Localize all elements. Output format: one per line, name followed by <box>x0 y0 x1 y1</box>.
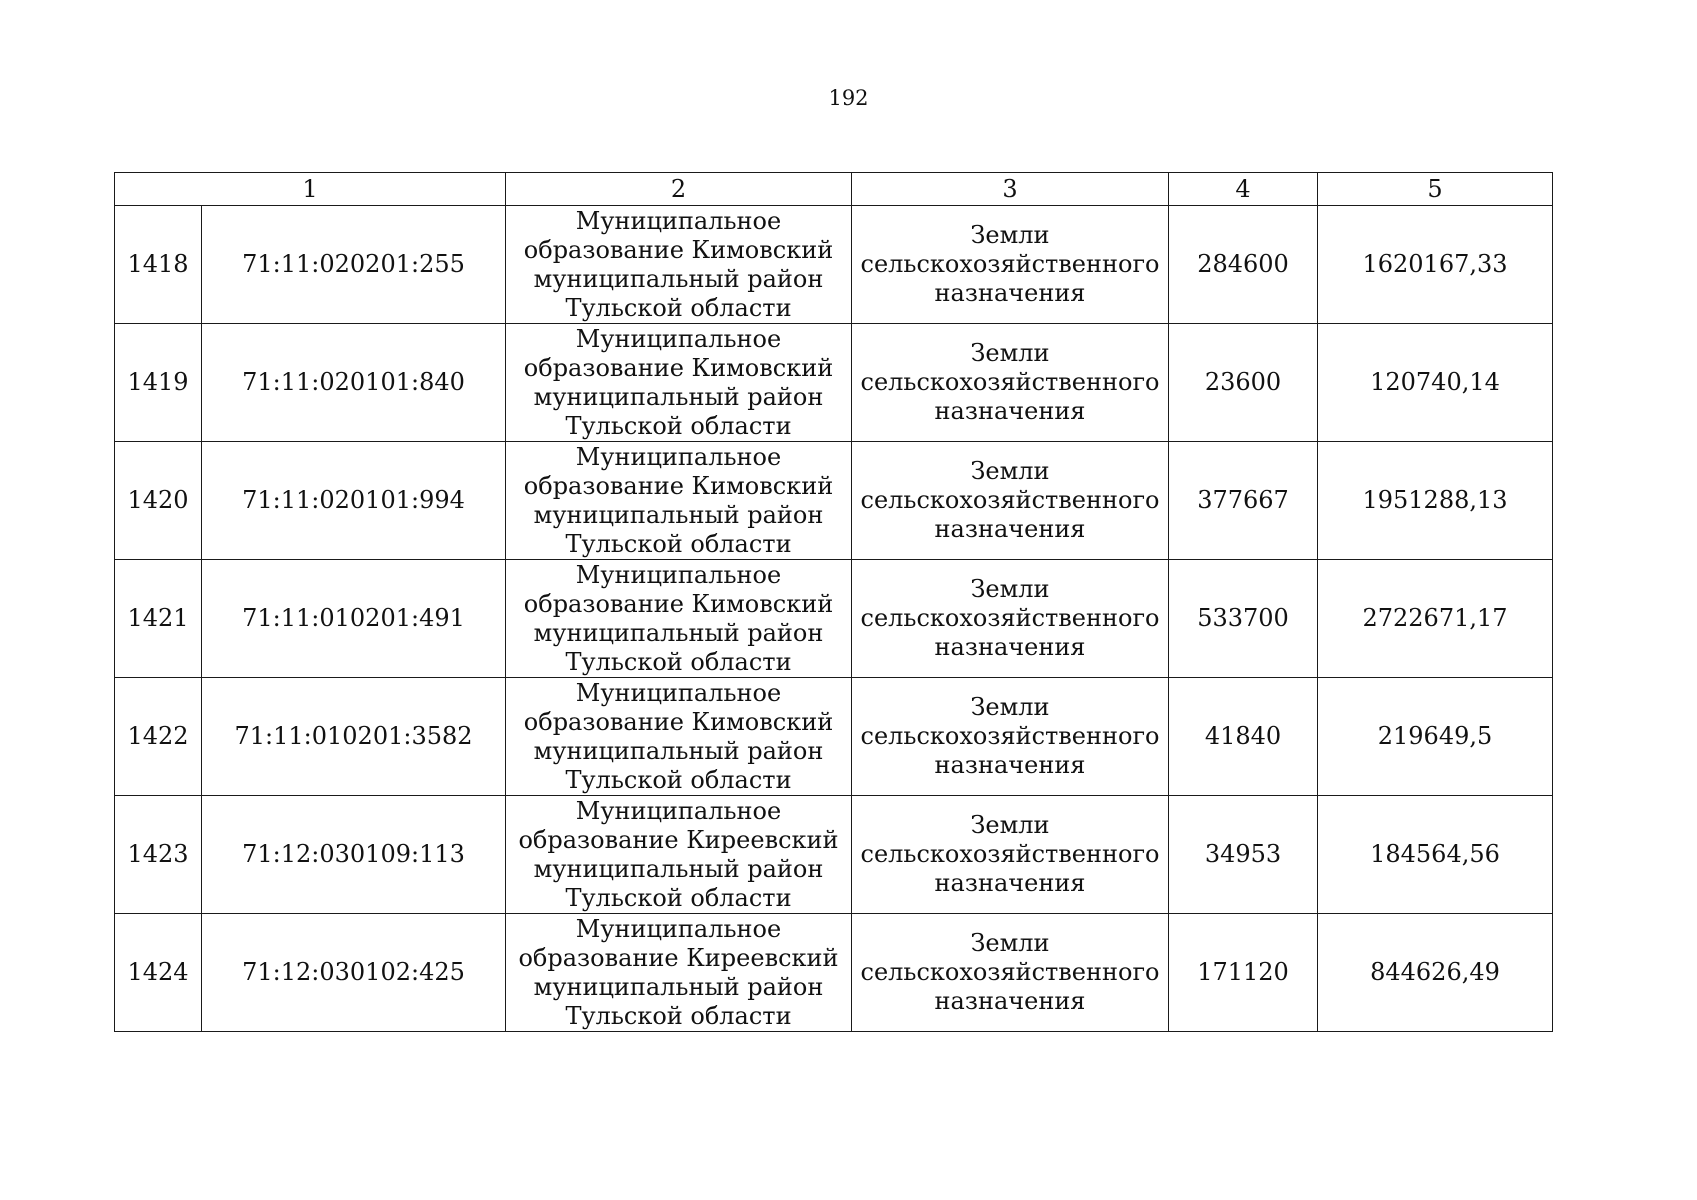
row-number-cell: 1422 <box>115 678 202 796</box>
cadastral-value-cell: 184564,56 <box>1318 796 1553 914</box>
owner-cell <box>506 206 852 324</box>
area-cell: 377667 <box>1169 442 1318 560</box>
cadastral-number-cell: 71:11:020101:840 <box>202 324 506 442</box>
table-row <box>115 560 1553 678</box>
row-number-cell: 1420 <box>115 442 202 560</box>
cadastral-number-cell: 71:11:010201:491 <box>202 560 506 678</box>
page-number: 192 <box>828 86 869 110</box>
row-number-cell: 1418 <box>115 206 202 324</box>
cadastral-number-cell: 71:11:020201:255 <box>202 206 506 324</box>
category-line: назначения <box>934 515 1086 543</box>
land-registry-table <box>114 172 1553 1032</box>
owner-line: муниципальный район <box>533 736 824 765</box>
owner-line: образование Киреевский <box>518 825 839 854</box>
category-line: Земли <box>970 811 1050 839</box>
category-line: назначения <box>934 987 1086 1015</box>
owner-line: образование Кимовский <box>523 353 834 382</box>
owner-line: муниципальный район <box>533 972 824 1001</box>
land-category-cell <box>852 914 1169 1032</box>
cadastral-value-cell: 2722671,17 <box>1318 560 1553 678</box>
owner-line: Муниципальное <box>575 678 782 707</box>
owner-line: образование Кимовский <box>523 235 834 264</box>
table-row <box>115 324 1553 442</box>
cadastral-value-cell: 1951288,13 <box>1318 442 1553 560</box>
area-cell: 284600 <box>1169 206 1318 324</box>
area-cell: 533700 <box>1169 560 1318 678</box>
area-cell: 34953 <box>1169 796 1318 914</box>
category-line: сельскохозяйственного <box>860 958 1160 986</box>
table-header-row <box>115 173 1553 206</box>
owner-line: Муниципальное <box>575 442 782 471</box>
row-number-cell: 1421 <box>115 560 202 678</box>
owner-line: образование Кимовский <box>523 707 834 736</box>
category-line: сельскохозяйственного <box>860 840 1160 868</box>
table-row <box>115 796 1553 914</box>
owner-line: Муниципальное <box>575 796 782 825</box>
cadastral-value-cell: 120740,14 <box>1318 324 1553 442</box>
owner-line: Тульской области <box>565 765 792 794</box>
category-line: Земли <box>970 929 1050 957</box>
cadastral-value-cell: 219649,5 <box>1318 678 1553 796</box>
category-line: назначения <box>934 869 1086 897</box>
row-number-cell: 1419 <box>115 324 202 442</box>
owner-cell <box>506 914 852 1032</box>
column-number-4: 4 <box>1169 173 1318 206</box>
column-number-1: 1 <box>115 173 506 206</box>
table-row <box>115 442 1553 560</box>
owner-line: муниципальный район <box>533 382 824 411</box>
owner-line: Тульской области <box>565 1001 792 1030</box>
row-number-cell: 1424 <box>115 914 202 1032</box>
area-cell: 23600 <box>1169 324 1318 442</box>
cadastral-number-cell: 71:11:010201:3582 <box>202 678 506 796</box>
land-category-cell <box>852 678 1169 796</box>
owner-line: Тульской области <box>565 411 792 440</box>
owner-line: образование Кимовский <box>523 471 834 500</box>
owner-line: Муниципальное <box>575 206 782 235</box>
category-line: сельскохозяйственного <box>860 722 1160 750</box>
area-cell: 41840 <box>1169 678 1318 796</box>
column-number-2: 2 <box>506 173 852 206</box>
category-line: Земли <box>970 575 1050 603</box>
category-line: Земли <box>970 339 1050 367</box>
category-line: сельскохозяйственного <box>860 368 1160 396</box>
cadastral-value-cell: 844626,49 <box>1318 914 1553 1032</box>
owner-cell <box>506 442 852 560</box>
land-category-cell <box>852 560 1169 678</box>
category-line: сельскохозяйственного <box>860 250 1160 278</box>
category-line: сельскохозяйственного <box>860 486 1160 514</box>
category-line: Земли <box>970 221 1050 249</box>
owner-line: Тульской области <box>565 647 792 676</box>
category-line: Земли <box>970 693 1050 721</box>
owner-line: муниципальный район <box>533 618 824 647</box>
land-category-cell <box>852 796 1169 914</box>
owner-line: Тульской области <box>565 883 792 912</box>
row-number-cell: 1423 <box>115 796 202 914</box>
table-body <box>115 206 1553 1032</box>
owner-line: муниципальный район <box>533 264 824 293</box>
land-category-cell <box>852 206 1169 324</box>
owner-cell <box>506 560 852 678</box>
table-row <box>115 678 1553 796</box>
owner-line: образование Киреевский <box>518 943 839 972</box>
owner-cell <box>506 678 852 796</box>
owner-line: муниципальный район <box>533 500 824 529</box>
category-line: назначения <box>934 633 1086 661</box>
cadastral-value-cell: 1620167,33 <box>1318 206 1553 324</box>
cadastral-number-cell: 71:12:030109:113 <box>202 796 506 914</box>
owner-line: Тульской области <box>565 529 792 558</box>
owner-cell <box>506 796 852 914</box>
column-number-3: 3 <box>852 173 1169 206</box>
land-category-cell <box>852 442 1169 560</box>
category-line: назначения <box>934 397 1086 425</box>
table-row <box>115 914 1553 1032</box>
cadastral-number-cell: 71:12:030102:425 <box>202 914 506 1032</box>
cadastral-number-cell: 71:11:020101:994 <box>202 442 506 560</box>
owner-line: Тульской области <box>565 293 792 322</box>
category-line: Земли <box>970 457 1050 485</box>
owner-line: образование Кимовский <box>523 589 834 618</box>
category-line: сельскохозяйственного <box>860 604 1160 632</box>
owner-cell <box>506 324 852 442</box>
owner-line: муниципальный район <box>533 854 824 883</box>
area-cell: 171120 <box>1169 914 1318 1032</box>
land-category-cell <box>852 324 1169 442</box>
category-line: назначения <box>934 279 1086 307</box>
category-line: назначения <box>934 751 1086 779</box>
owner-line: Муниципальное <box>575 914 782 943</box>
owner-line: Муниципальное <box>575 560 782 589</box>
owner-line: Муниципальное <box>575 324 782 353</box>
table-row <box>115 206 1553 324</box>
column-number-5: 5 <box>1318 173 1553 206</box>
